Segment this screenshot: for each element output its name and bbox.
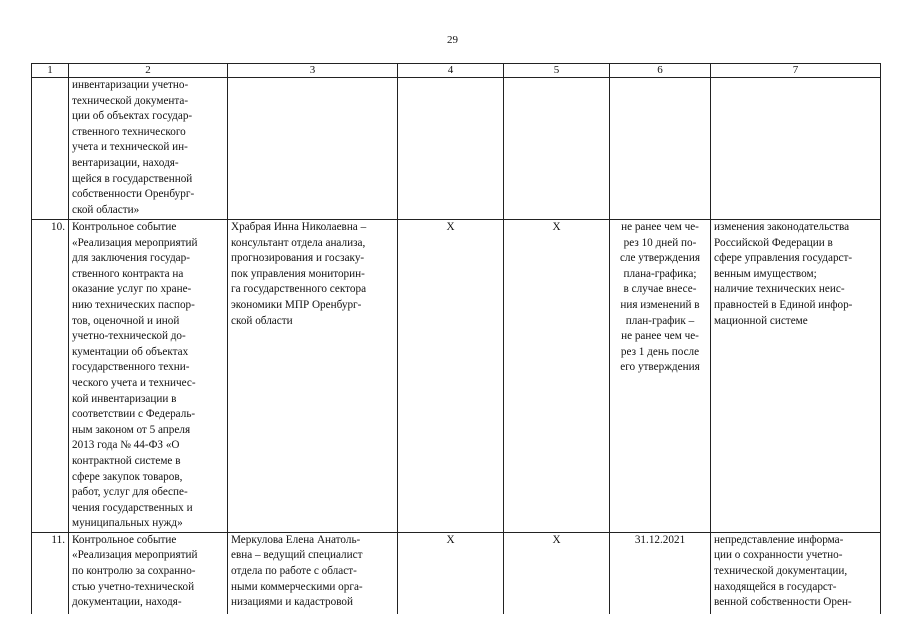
risks-cell xyxy=(711,78,881,220)
cell-text-line: рез 1 день после xyxy=(620,345,700,358)
plan-table xyxy=(31,63,881,614)
cell-text-line: собственности Оренбург- xyxy=(72,188,195,201)
table-header-row xyxy=(32,64,881,78)
cell-text-line: «Реализация мероприятий xyxy=(72,236,198,249)
responsible-cell xyxy=(228,220,398,533)
cell-text-line: экономики МПР Оренбург- xyxy=(231,298,362,311)
cell-text-line: для заключения государ- xyxy=(72,252,190,265)
event-cell xyxy=(69,220,228,533)
cell-text-line: га государственного сектора xyxy=(231,283,367,296)
cell-text-line: Контрольное событие xyxy=(72,221,177,233)
cell-text-line: учета и технической ин- xyxy=(72,141,188,154)
row-number: 10. xyxy=(32,220,69,533)
cell-text-line: рез 10 дней по- xyxy=(623,236,697,249)
cell-text-line: контрактной системе в xyxy=(72,454,181,467)
cell-text-line: Российской Федерации в xyxy=(714,236,833,249)
deadline-cell xyxy=(610,532,711,614)
cell-text-line: не ранее чем че- xyxy=(621,330,699,343)
cell-text-line: тов, оценочной и иной xyxy=(72,314,180,327)
cell-text-line: нию технических паспор- xyxy=(72,298,195,311)
cell-text-line: соответствии с Федераль- xyxy=(72,408,196,421)
cell-text-line: вентаризации, находя- xyxy=(72,156,179,169)
col4-cell: Х xyxy=(398,532,504,614)
cell-text-line: щейся в государственной xyxy=(72,172,193,185)
table-row xyxy=(32,78,881,220)
table-row xyxy=(32,532,881,614)
deadline-cell xyxy=(610,220,711,533)
responsible-cell xyxy=(228,532,398,614)
cell-text-line: технической документа- xyxy=(72,94,189,107)
cell-text-line: 2013 года № 44-ФЗ «О xyxy=(72,439,180,452)
cell-text-line: Контрольное событие xyxy=(72,533,177,546)
table-row xyxy=(32,220,881,533)
col4-cell xyxy=(398,78,504,220)
page-number: 29 xyxy=(447,34,458,46)
column-header: 6 xyxy=(610,64,711,78)
event-cell xyxy=(69,532,228,614)
cell-text-line: ственного контракта на xyxy=(72,267,184,280)
cell-text-line: кументации об объектах xyxy=(72,345,189,358)
deadline-cell xyxy=(610,78,711,220)
col5-cell: Х xyxy=(504,532,610,614)
cell-text-line: сфере закупок товаров, xyxy=(72,470,183,483)
cell-text-line: документации, находя- xyxy=(72,596,182,609)
cell-text-line: непредставление информа- xyxy=(714,533,844,546)
column-header: 7 xyxy=(711,64,881,78)
cell-text-line: отдела по работе с област- xyxy=(231,565,357,578)
cell-text-line: муниципальных нужд» xyxy=(72,517,183,530)
risks-cell xyxy=(711,220,881,533)
col4-cell: Х xyxy=(398,220,504,533)
cell-text-line: прогнозирования и госзаку- xyxy=(231,252,365,265)
cell-text-line: в случае внесе- xyxy=(623,283,697,296)
row-number: 11. xyxy=(32,532,69,614)
col5-cell: Х xyxy=(504,220,610,533)
cell-text-line: его утверждения xyxy=(620,361,700,374)
cell-text-line: ции об объектах государ- xyxy=(72,110,193,123)
cell-text-line: кой инвентаризации в xyxy=(72,392,177,405)
cell-text-line: наличие технических неис- xyxy=(714,283,845,296)
cell-text-line: консультант отдела анализа, xyxy=(231,236,366,249)
cell-text-line: ции о сохранности учетно- xyxy=(714,549,843,562)
column-header: 4 xyxy=(398,64,504,78)
cell-text-line: технической документации, xyxy=(714,565,848,578)
row-number xyxy=(32,78,69,220)
cell-text-line: Меркулова Елена Анатоль- xyxy=(231,533,361,546)
cell-text-line: ными коммерческими орга- xyxy=(231,580,363,593)
cell-text-line: евна – ведущий специалист xyxy=(231,549,363,562)
event-cell xyxy=(69,78,228,220)
cell-text-line: работ, услуг для обеспе- xyxy=(72,486,188,499)
cell-text-line: сфере управления государст- xyxy=(714,252,853,265)
cell-text-line: 31.12.2021 xyxy=(634,533,686,546)
cell-text-line: плана-графика; xyxy=(623,267,697,280)
cell-text-line: по контролю за сохранно- xyxy=(72,565,196,578)
cell-text-line: стью учетно-технической xyxy=(72,580,195,593)
column-header: 1 xyxy=(32,64,69,78)
cell-text-line: мационной системе xyxy=(714,314,808,327)
responsible-cell xyxy=(228,78,398,220)
cell-text-line: пок управления мониторин- xyxy=(231,267,365,280)
col5-cell xyxy=(504,78,610,220)
cell-text-line: изменения законодательства xyxy=(714,221,850,233)
cell-text-line: «Реализация мероприятий xyxy=(72,549,198,562)
column-header: 5 xyxy=(504,64,610,78)
cell-text-line: инвентаризации учетно- xyxy=(72,79,189,91)
cell-text-line: сле утверждения xyxy=(619,252,701,265)
risks-cell xyxy=(711,532,881,614)
cell-text-line: венной собственности Орен- xyxy=(714,596,852,609)
cell-text-line: государственного техни- xyxy=(72,361,190,374)
cell-text-line: ческого учета и техничес- xyxy=(72,376,196,389)
cell-text-line: ственного технического xyxy=(72,125,186,138)
column-header: 2 xyxy=(69,64,228,78)
cell-text-line: венным имуществом; xyxy=(714,267,817,280)
cell-text-line: ской области» xyxy=(72,203,140,216)
cell-text-line: чения государственных и xyxy=(72,501,193,514)
cell-text-line: находящейся в государст- xyxy=(714,580,837,593)
cell-text-line: не ранее чем че- xyxy=(621,221,699,233)
cell-text-line: правностей в Единой инфор- xyxy=(714,298,853,311)
cell-text-line: ния изменений в xyxy=(620,298,700,311)
cell-text-line: план-график – xyxy=(625,314,695,327)
cell-text-line: оказание услуг по хране- xyxy=(72,283,192,296)
cell-text-line: ской области xyxy=(231,314,293,327)
cell-text-line: ным законом от 5 апреля xyxy=(72,423,191,436)
cell-text-line: учетно-технической до- xyxy=(72,330,186,343)
cell-text-line: низациями и кадастровой xyxy=(231,596,353,609)
column-header: 3 xyxy=(228,64,398,78)
cell-text-line: Храбрая Инна Николаевна – xyxy=(231,221,367,233)
